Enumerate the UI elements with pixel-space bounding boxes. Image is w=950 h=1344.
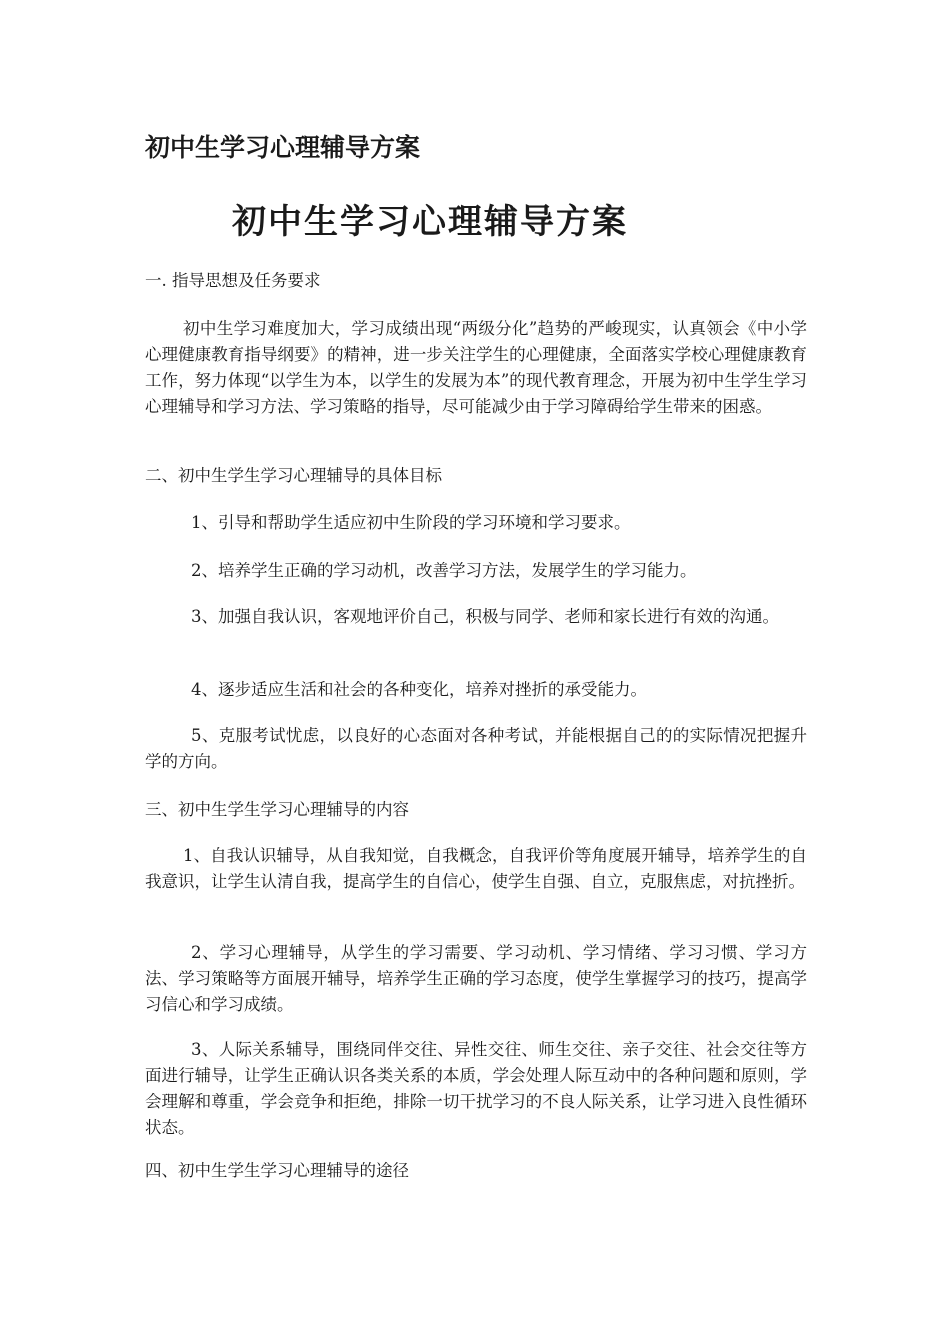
section-heading-guiding-ideas: 一. 指导思想及任务要求 (145, 271, 321, 290)
goal-item-4: 4、逐步适应生活和社会的各种变化，培养对挫折的承受能力。 (191, 680, 647, 699)
section-heading-approaches: 四、初中生学生学习心理辅导的途径 (145, 1161, 409, 1180)
section-heading-content: 三、初中生学生学习心理辅导的内容 (145, 800, 409, 819)
goal-item-3: 3、加强自我认识，客观地评价自己，积极与同学、老师和家长进行有效的沟通。 (191, 607, 779, 626)
paragraph-guiding-ideas: 初中生学习难度加大，学习成绩出现“两级分化”趋势的严峻现实，认真领会《中小学心理健康教育指导纲要》的精神，进一步关注学生的心理健康，全面落实学校心理健康教育工作，努力体现“以学生为本，以学生的发展为本”的现代教育理念，开展为初中生学生学习心理辅导和学习方法、学习策略的指导，尽可能减少由于学习障碍给学生带来的困惑。 (145, 319, 807, 416)
goal-item-5: 5、克服考试忧虑，以良好的心态面对各种考试，并能根据自己的的实际情况把握升学的方向。 (145, 726, 807, 771)
section-heading-goals: 二、初中生学生学习心理辅导的具体目标 (145, 466, 442, 485)
content-item-2: 2、学习心理辅导，从学生的学习需要、学习动机、学习情绪、学习习惯、学习方法、学习策略等方面展开辅导，培养学生正确的学习态度，使学生掌握学习的技巧，提高学习信心和学习成绩。 (145, 943, 807, 1014)
goal-item-1: 1、引导和帮助学生适应初中生阶段的学习环境和学习要求。 (191, 513, 631, 532)
page-title: 初中生学习心理辅导方案 (232, 202, 628, 242)
content-item-3: 3、人际关系辅导，围绕同伴交往、异性交往、师生交往、亲子交往、社会交往等方面进行辅导，让学生正确认识各类关系的本质，学会处理人际互动中的各种问题和原则，学会理解和尊重，学会竞争和拒绝，排除一切干扰学习的不良人际关系，让学习进入良性循环状态。 (145, 1040, 807, 1137)
content-item-1: 1、自我认识辅导，从自我知觉，自我概念，自我评价等角度展开辅导，培养学生的自我意识，让学生认清自我，提高学生的自信心，使学生自强、自立，克服焦虑，对抗挫折。 (145, 846, 807, 891)
goal-item-2: 2、培养学生正确的学习动机，改善学习方法，发展学生的学习能力。 (191, 561, 697, 580)
document-header-title: 初中生学习心理辅导方案 (145, 133, 421, 162)
